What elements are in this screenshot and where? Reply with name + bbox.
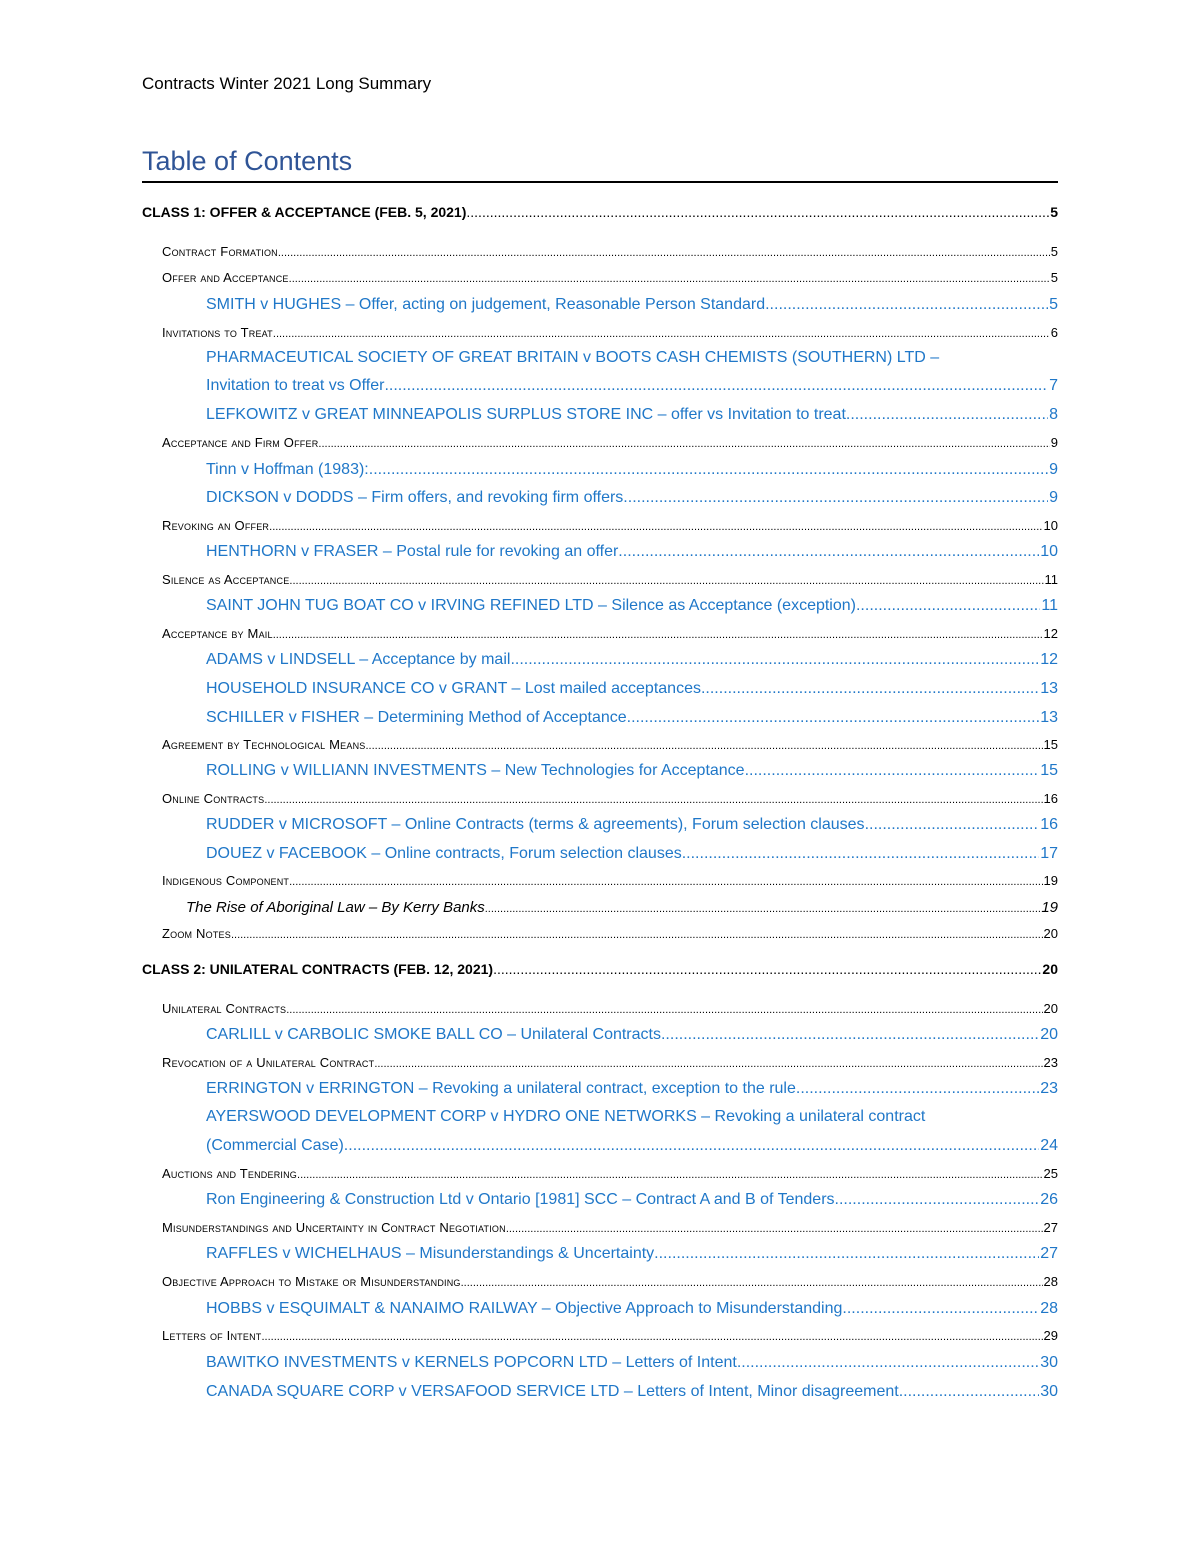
toc-link-dickson-v-dodds[interactable]: DICKSON v DODDS – Firm offers, and revoking firm offers ..... 9 bbox=[206, 489, 1058, 507]
toc-entry-indigenous-component[interactable]: Indigenous Component ..... 19 bbox=[162, 873, 1058, 888]
toc-link-hobbs-v-esquimalt[interactable]: HOBBS v ESQUIMALT & NANAIMO RAILWAY – Objective Approach to Misunderstanding ..... 28 bbox=[206, 1300, 1058, 1318]
toc-link-household-insurance[interactable]: HOUSEHOLD INSURANCE CO v GRANT – Lost mailed acceptances ..... 13 bbox=[206, 680, 1058, 698]
toc-entry-acceptance-by-mail[interactable]: Acceptance by Mail ..... 12 bbox=[162, 626, 1058, 641]
page-header: Contracts Winter 2021 Long Summary bbox=[142, 74, 432, 93]
toc-link-pharmaceutical-society-line1[interactable]: PHARMACEUTICAL SOCIETY OF GREAT BRITAIN v BOOTS CASH CHEMISTS (SOUTHERN) LTD – bbox=[206, 349, 940, 366]
toc-link-adams-v-lindsell[interactable]: ADAMS v LINDSELL – Acceptance by mail ..... 12 bbox=[206, 651, 1058, 669]
toc-link-tinn-v-hoffman[interactable]: Tinn v Hoffman (1983): ..... 9 bbox=[206, 461, 1058, 479]
toc-link-bawitko-investments[interactable]: BAWITKO INVESTMENTS v KERNELS POPCORN LTD – Letters of Intent ..... 30 bbox=[206, 1354, 1058, 1372]
toc-entry-class-2[interactable]: CLASS 2: UNILATERAL CONTRACTS (FEB. 12, 2021) ..... 20 bbox=[142, 961, 1058, 977]
toc-entry-online-contracts[interactable]: Online Contracts ..... 16 bbox=[162, 791, 1058, 806]
toc-entry-unilateral-contracts[interactable]: Unilateral Contracts ..... 20 bbox=[162, 1001, 1058, 1016]
toc-link-pharmaceutical-society[interactable]: Invitation to treat vs Offer ..... 7 bbox=[206, 377, 1058, 395]
toc-entry-zoom-notes[interactable]: Zoom Notes ..... 20 bbox=[162, 926, 1058, 941]
toc-link-lefkowitz[interactable]: LEFKOWITZ v GREAT MINNEAPOLIS SURPLUS STORE INC – offer vs Invitation to treat ..... 8 bbox=[206, 406, 1058, 424]
toc-entry-offer-and-acceptance[interactable]: Offer and Acceptance ..... 5 bbox=[162, 270, 1058, 285]
toc-link-henthorn-v-fraser[interactable]: HENTHORN v FRASER – Postal rule for revoking an offer ..... 10 bbox=[206, 543, 1058, 561]
toc-link-carlill-v-carbolic[interactable]: CARLILL v CARBOLIC SMOKE BALL CO – Unilateral Contracts ..... 20 bbox=[206, 1026, 1058, 1044]
toc-entry-auctions-and-tendering[interactable]: Auctions and Tendering ..... 25 bbox=[162, 1166, 1058, 1181]
toc-entry-contract-formation[interactable]: Contract Formation ..... 5 bbox=[162, 244, 1058, 259]
toc-link-saint-john-tug-boat[interactable]: SAINT JOHN TUG BOAT CO v IRVING REFINED LTD – Silence as Acceptance (exception) ..... 11 bbox=[206, 597, 1058, 615]
toc-entry-revocation-of-unilateral-contract[interactable]: Revocation of a Unilateral Contract ..... 23 bbox=[162, 1055, 1058, 1070]
toc-link-douez-v-facebook[interactable]: DOUEZ v FACEBOOK – Online contracts, Forum selection clauses ..... 17 bbox=[206, 845, 1058, 863]
toc-entry-rise-of-aboriginal-law[interactable]: The Rise of Aboriginal Law – By Kerry Banks ..... 19 bbox=[186, 899, 1058, 916]
toc-entry-objective-approach[interactable]: Objective Approach to Mistake or Misunderstanding ..... 28 bbox=[162, 1274, 1058, 1289]
toc-title: Table of Contents bbox=[142, 146, 353, 176]
toc-link-smith-v-hughes[interactable]: SMITH v HUGHES – Offer, acting on judgement, Reasonable Person Standard ..... 5 bbox=[206, 296, 1058, 314]
toc-link-schiller-v-fisher[interactable]: SCHILLER v FISHER – Determining Method of Acceptance ..... 13 bbox=[206, 709, 1058, 727]
toc-entry-agreement-by-technological-means[interactable]: Agreement by Technological Means ..... 15 bbox=[162, 737, 1058, 752]
toc-entry-acceptance-and-firm-offer[interactable]: Acceptance and Firm Offer ..... 9 bbox=[162, 435, 1058, 450]
toc-link-ayerswood[interactable]: (Commercial Case) ..... 24 bbox=[206, 1137, 1058, 1155]
toc-link-ron-engineering[interactable]: Ron Engineering & Construction Ltd v Ontario [1981] SCC – Contract A and B of Tenders ..... 26 bbox=[206, 1191, 1058, 1209]
toc-entry-misunderstandings-and-uncertainty[interactable]: Misunderstandings and Uncertainty in Contract Negotiation ..... 27 bbox=[162, 1220, 1058, 1235]
toc-link-rolling-v-williann[interactable]: ROLLING v WILLIANN INVESTMENTS – New Technologies for Acceptance ..... 15 bbox=[206, 762, 1058, 780]
toc-link-canada-square-corp[interactable]: CANADA SQUARE CORP v VERSAFOOD SERVICE LTD – Letters of Intent, Minor disagreement ..... 30 bbox=[206, 1383, 1058, 1401]
toc-link-raffles-v-wichelhaus[interactable]: RAFFLES v WICHELHAUS – Misunderstandings & Uncertainty ..... 27 bbox=[206, 1245, 1058, 1263]
toc-entry-class-1[interactable]: CLASS 1: OFFER & ACCEPTANCE (FEB. 5, 2021) ..... 5 bbox=[142, 204, 1058, 220]
toc-link-rudder-v-microsoft[interactable]: RUDDER v MICROSOFT – Online Contracts (terms & agreements), Forum selection clauses ..... 16 bbox=[206, 816, 1058, 834]
title-rule bbox=[142, 181, 1058, 183]
toc-entry-revoking-an-offer[interactable]: Revoking an Offer ..... 10 bbox=[162, 518, 1058, 533]
toc-entry-letters-of-intent[interactable]: Letters of Intent ..... 29 bbox=[162, 1328, 1058, 1343]
toc-entry-silence-as-acceptance[interactable]: Silence as Acceptance ..... 11 bbox=[162, 572, 1058, 587]
toc-link-ayerswood-line1[interactable]: AYERSWOOD DEVELOPMENT CORP v HYDRO ONE NETWORKS – Revoking a unilateral contract bbox=[206, 1108, 926, 1125]
toc-link-errington-v-errington[interactable]: ERRINGTON v ERRINGTON – Revoking a unilateral contract, exception to the rule ..... 23 bbox=[206, 1080, 1058, 1098]
toc-entry-invitations-to-treat[interactable]: Invitations to Treat ..... 6 bbox=[162, 325, 1058, 340]
